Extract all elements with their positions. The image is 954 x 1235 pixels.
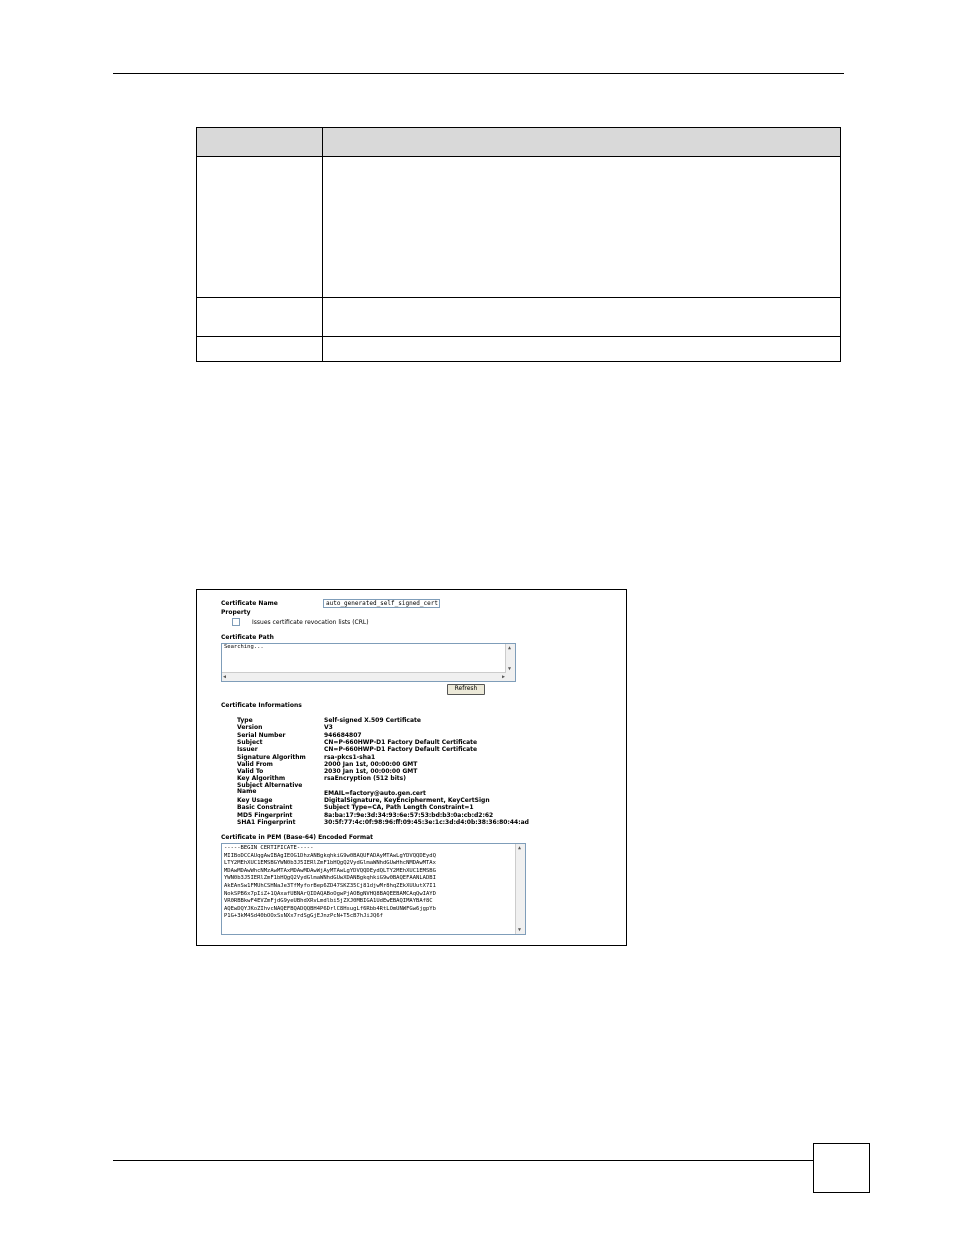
info-value: EMAIL=factory@auto.gen.cert: [324, 789, 426, 797]
info-row: [237, 754, 607, 761]
info-value: rsa-pkcs1-sha1: [324, 753, 376, 761]
pem-line: MIIBoDCCAUqgAwIBAgIEOG1DhzANBgkqhkiG9w0BAQUFADAyMTAwLgYDVQQDEydQ: [224, 852, 436, 859]
info-label: Issuer: [237, 746, 258, 754]
info-value: 2030 Jan 1st, 00:00:00 GMT: [324, 768, 418, 776]
info-row: [237, 739, 607, 746]
info-row: [237, 761, 607, 768]
pem-line: -----BEGIN CERTIFICATE-----: [224, 845, 314, 851]
info-row: [237, 797, 607, 804]
info-label: Serial Number: [237, 731, 286, 739]
vertical-scrollbar[interactable]: [505, 644, 515, 681]
table-header-cell: [197, 128, 323, 157]
crl-checkbox-label: Issues certificate revocation lists (CRL): [252, 619, 369, 626]
info-value: 8a:ba:17:9e:3d:34:93:6e:57:53:bd:b3:0a:cb:d2:62: [324, 811, 494, 819]
table-row: [197, 298, 841, 337]
pem-line: YWN0b3J5IERlZmF1bHQgQ2VydGlmaWNhdGUwXDANBgkqhkiG9w0BAQEFAANLADBI: [224, 875, 436, 882]
pem-textarea[interactable]: [221, 843, 526, 935]
footer-rule: [113, 1160, 813, 1161]
info-value: Subject Type=CA, Path Length Constraint=1: [324, 804, 474, 812]
pem-line: P1G+3kM4Sd40bOOxSsNXx7rdSgGjEJnzPcN+T5cB7hJiJQ6f: [224, 913, 383, 920]
scroll-left-icon[interactable]: ◀: [223, 674, 227, 680]
info-row: [237, 732, 607, 739]
certificate-path-textarea[interactable]: [221, 643, 516, 682]
property-label: Property: [221, 609, 251, 616]
certificate-name-input[interactable]: auto_generated_self_signed_cert: [323, 599, 440, 608]
certificate-information-label: Certificate Informations: [221, 702, 302, 709]
info-label: Subject Alternative Name: [237, 781, 303, 796]
pem-label: Certificate in PEM (Base-64) Encoded Format: [221, 834, 373, 841]
scroll-right-icon[interactable]: ▶: [501, 674, 505, 680]
info-label: Valid From: [237, 760, 273, 768]
scroll-up-icon[interactable]: ▲: [518, 845, 522, 851]
info-value: V3: [324, 724, 333, 732]
info-value: Self-signed X.509 Certificate: [324, 717, 421, 724]
info-label: Valid To: [237, 768, 264, 776]
scroll-down-icon[interactable]: ▼: [508, 666, 512, 672]
info-row: [237, 812, 607, 819]
description-table: [196, 127, 841, 362]
table-cell: [197, 337, 323, 362]
pem-line: VR0RBBkwF4EVZmFjdG9yeUBhdXRvLmdlbi5jZXJ0MBIGA1UdEwEBAQIMAYBAf8C: [224, 898, 433, 905]
refresh-button[interactable]: Refresh: [447, 684, 485, 695]
info-row: [237, 768, 607, 775]
info-label: SHA1 Fingerprint: [237, 818, 296, 826]
pem-line: AkEAnSw1FMUhCSHNaJe3TfMyforBep6ZD47SKZ35Cj81djwMr8hqZEkXUUutX7I1: [224, 882, 436, 889]
certificate-path-text: Searching...: [224, 644, 264, 650]
info-row: [237, 819, 607, 826]
table-row: [197, 337, 841, 362]
info-value: 30:5f:77:4c:0f:98:96:ff:09:45:3e:1c:3d:d4:0b:38:36:80:44:ad: [324, 818, 529, 826]
header-rule: [113, 73, 844, 74]
table-cell: [323, 157, 841, 298]
table-row: [197, 157, 841, 298]
info-value: CN=P-660HWP-D1 Factory Default Certificate: [324, 746, 478, 754]
info-value: 2000 Jan 1st, 00:00:00 GMT: [324, 760, 418, 768]
certificate-screenshot: [196, 589, 627, 946]
info-value: CN=P-660HWP-D1 Factory Default Certificate: [324, 738, 478, 746]
table-cell: [323, 298, 841, 337]
info-row: [237, 724, 607, 731]
scroll-up-icon[interactable]: ▲: [508, 645, 512, 651]
info-label: Key Usage: [237, 797, 273, 804]
horizontal-scrollbar[interactable]: [222, 672, 506, 681]
info-value: rsaEncryption (512 bits): [324, 775, 406, 783]
vertical-scrollbar[interactable]: [515, 844, 525, 934]
pem-line: AQEwDQYJKoZIhvcNAQEFBQADQQBH4P6DrlC8HsugLf6Rbb4RtLOmUNWFGw6jgpYb: [224, 905, 436, 912]
table-cell: [323, 337, 841, 362]
certificate-name-label: Certificate Name: [221, 600, 278, 607]
scroll-down-icon[interactable]: ▼: [518, 927, 522, 933]
info-row: [237, 746, 607, 753]
info-label: Version: [237, 724, 263, 732]
info-label: Signature Algorithm: [237, 753, 306, 761]
info-label: Subject: [237, 738, 263, 746]
page-number-box: [813, 1143, 870, 1193]
info-label: MD5 Fingerprint: [237, 811, 293, 819]
table-header-row: [197, 128, 841, 157]
pem-line: LTY2MEhXUC1EMSBGYWN0b3J5IERlZmF1bHQgQ2VydGlmaWNhdGUwHhcNMDAwMTAx: [224, 860, 436, 867]
table-cell: [197, 298, 323, 337]
info-label: Basic Constraint: [237, 804, 293, 812]
pem-line: NokSPB6x7pIiZ+1QAxafUBNArQIDAQABoOgwPjAOBgNVHQ8BAQEEBAMCAqQwIAYD: [224, 890, 436, 897]
info-row: [237, 717, 607, 724]
crl-checkbox[interactable]: [232, 618, 240, 626]
pem-line: MDAwMDAwWhcNMzAwMTAxMDAwMDAwWjAyMTAwLgYDVQQDEydQLTY2MEhXUC1EMSBG: [224, 867, 436, 874]
certificate-path-label: Certificate Path: [221, 634, 274, 641]
info-label: Key Algorithm: [237, 775, 286, 783]
info-value: 946684807: [324, 731, 362, 739]
info-value: DigitalSignature, KeyEncipherment, KeyCertSign: [324, 797, 490, 804]
info-row: [237, 781, 607, 797]
table-cell: [197, 157, 323, 298]
table-header-cell: [323, 128, 841, 157]
info-row: [237, 804, 607, 811]
info-label: Type: [237, 717, 253, 724]
